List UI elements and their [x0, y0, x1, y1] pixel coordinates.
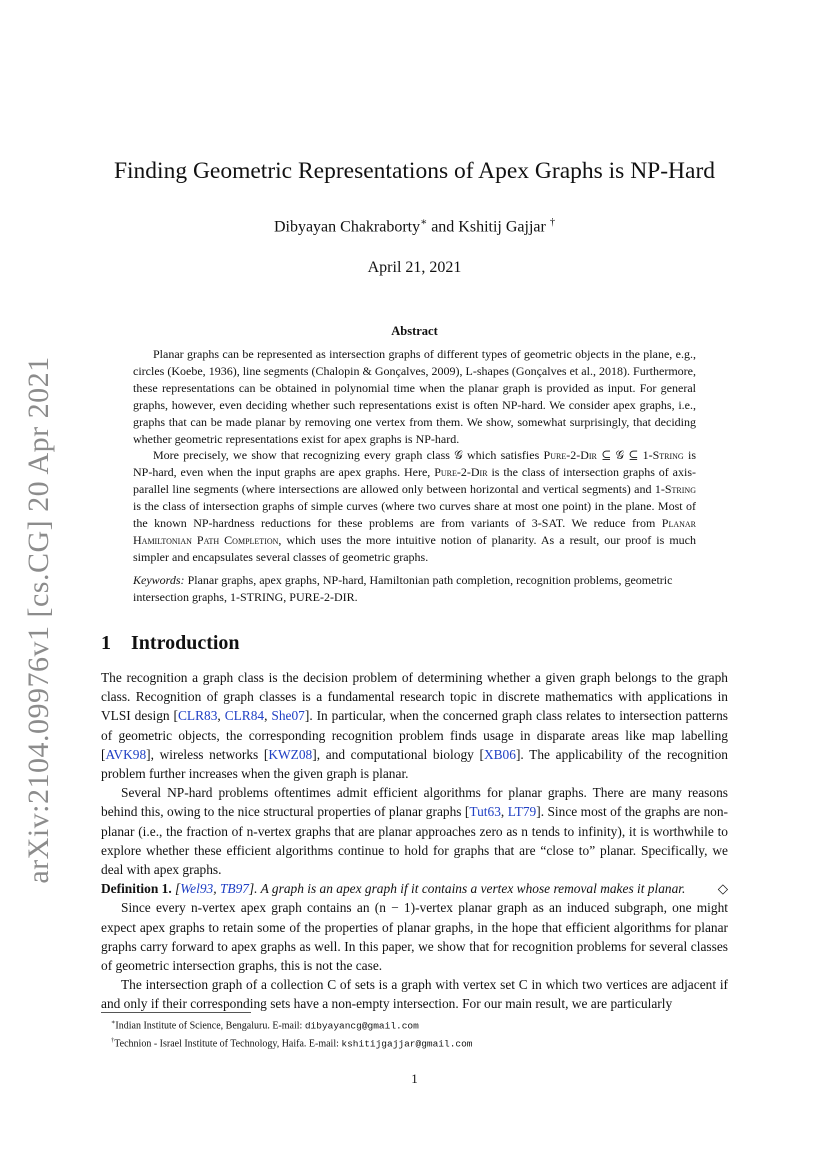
abstract-p2-smallcaps: Pure-2-Dir	[434, 465, 488, 480]
footnote-rule	[101, 1012, 251, 1013]
definition-end-icon: ◇	[717, 881, 728, 897]
footnote-1	[101, 1016, 728, 1034]
definition-1	[101, 879, 728, 898]
footnote-2	[101, 1034, 728, 1052]
footnote-1-text: Indian Institute of Science, Bengaluru. E-mail:	[115, 1020, 305, 1032]
paper-date: April 21, 2021	[367, 259, 462, 276]
abstract-p2-text: is the class of intersection graphs of simple curves (where two curves share at most one point) in the plane. Most of the known NP-hardness reductions for these problems are from variants of 3-SAT. We reduce from	[133, 499, 696, 531]
definition-text: [	[171, 881, 181, 897]
abstract-heading: Abstract	[391, 324, 438, 338]
abstract-p2-text: is NP-hard, even when the input graphs are apex graphs. Here,	[133, 448, 696, 480]
intro-paragraph-2	[101, 783, 728, 879]
citation-separator: ,	[217, 708, 225, 724]
definition-label: Definition 1.	[101, 881, 172, 897]
citation-link[interactable]: Tut63	[469, 804, 501, 820]
citation-link[interactable]: AVK98	[105, 746, 147, 762]
citation-link[interactable]: CLR83	[177, 708, 218, 724]
intro-text: ]. In particular, when the concerned graph class relates to intersection patterns of geometric objects, the corresponding recognition problem finds usage in disparate areas like map labelling [	[101, 708, 728, 762]
author-2: Kshitij Gajjar	[458, 218, 550, 236]
citation-link[interactable]: KWZ08	[268, 746, 313, 762]
page-number: 1	[411, 1071, 418, 1086]
abstract-p2-text: , which uses the more intuitive notion of planarity. As a result, our proof is much simpler and encapsulates several classes of geometric graphs.	[133, 532, 696, 564]
author-conjunction: and	[427, 218, 459, 236]
abstract-p2-text: is the class of intersection graphs of axis-parallel line segments (where intersections are allowed only between horizontal and vertical segments) and 1-	[133, 465, 697, 497]
abstract-paragraph-2	[133, 447, 696, 565]
intro-text: Several NP-hard problems oftentimes admit efficient algorithms for planar graphs. There are many reasons behind this, owing to the nice structural properties of planar graphs [	[101, 785, 728, 820]
citation-link[interactable]: CLR84	[224, 708, 265, 724]
footnotes	[101, 1016, 728, 1052]
definition-text: ]. A graph is an apex graph if it contains a vertex whose removal makes it planar.	[248, 881, 686, 897]
citation-separator: ,	[500, 804, 508, 820]
intro-text: ], and computational biology [	[312, 746, 484, 762]
intro-paragraph-4: The intersection graph of a collection C of sets is a graph with vertex set C in which two vertices are adjacent if and only if their corresponding sets have a non-empty intersection. For our main result, we are particularly	[101, 977, 728, 1012]
keywords	[133, 572, 696, 605]
intro-text: The recognition a graph class is the decision problem of determining whether a given graph belongs to the graph class. Recognition of graph classes is a fundamental research topic in discrete mathematics with applications in VLSI design [	[101, 670, 728, 724]
citation-link[interactable]: LT79	[507, 804, 537, 820]
section-number: 1	[101, 632, 111, 654]
abstract-p2-smallcaps: String	[652, 448, 684, 463]
keywords-text: Planar graphs, apex graphs, NP-hard, Hamiltonian path completion, recognition problems, geometric intersection graphs, 1-STRING, PURE-2-DIR.	[133, 573, 673, 604]
author-1: Dibyayan Chakraborty	[273, 218, 421, 236]
citation-separator: ,	[213, 881, 220, 897]
footnote-1-email[interactable]: dibyayancg@gmail.com	[304, 1020, 419, 1032]
intro-text: ], wireless networks [	[146, 746, 269, 762]
section-title: Introduction	[131, 632, 240, 654]
arxiv-stamp	[22, 356, 56, 884]
citation-link[interactable]: XB06	[483, 746, 516, 762]
intro-text: ]. Since most of the graphs are non-planar (i.e., the fraction of n-vertex graphs that are planar approaches zero as n tends to infinity), it is worthwhile to explore whether these efficient algorithms continue to hold for graphs that are “close to” planar. Specifically, we deal with apex graphs.	[101, 804, 728, 878]
arxiv-stamp-text: arXiv:2104.09976v1 [cs.CG] 20 Apr 2021	[22, 356, 55, 884]
citation-link[interactable]: She07	[271, 708, 305, 724]
intro-text: ]. The applicability of the recognition problem further increases when the given graph is planar.	[101, 746, 729, 782]
abstract-p2-smallcaps: Planar Hamiltonian Path Completion	[133, 516, 696, 547]
abstract-p2-text: More precisely, we show that recognizing every graph class 𝒢 which satisfies	[153, 448, 544, 463]
intro-body	[101, 668, 728, 1014]
footnote-2-mark: †	[111, 1036, 115, 1044]
section-heading	[101, 632, 240, 655]
abstract-p2-text: ⊆ 𝒢 ⊆ 1-	[596, 448, 653, 463]
paper-title: Finding Geometric Representations of Apex Graphs is NP-Hard	[113, 158, 716, 184]
abstract-body	[133, 346, 696, 566]
footnote-1-mark: ∗	[111, 1019, 116, 1026]
author-1-mark: ∗	[420, 217, 428, 228]
footnote-2-email[interactable]: kshitijgajjar@gmail.com	[341, 1038, 473, 1050]
abstract-paragraph-1: Planar graphs can be represented as intersection graphs of different types of geometric objects in the plane, e.g., circles (Koebe, 1936), line segments (Chalopin & Gonçalves, 2009), L-shapes (Gonçalves et al., 2018). Furthermore, these representations can be obtained in polynomial time when the planar graph is provided as input. For general graphs, however, even deciding whether such representations exist is often NP-hard. We consider apex graphs, i.e., graphs that can be made planar by removing one vertex from them. We show, somewhat surprisingly, that deciding whether geometric representations exist for apex graphs is NP-hard.	[133, 347, 696, 446]
abstract-p2-smallcaps: Pure-2-Dir	[543, 448, 597, 463]
intro-paragraph-3: Since every n-vertex apex graph contains an (n − 1)-vertex planar graph as an induced subgraph, one might expect apex graphs to retain some of the properties of planar graphs, in the hope that efficient algorithms for planar graphs carry forward to apex graphs as well. In this paper, we show that for recognition problems for several classes of geometric intersection graphs, this is not the case.	[101, 900, 728, 974]
author-2-mark: †	[549, 217, 556, 228]
intro-paragraph-1	[101, 668, 728, 783]
citation-separator: ,	[264, 708, 272, 724]
citation-link[interactable]: Wel93	[180, 881, 214, 897]
footnote-2-text: Technion - Israel Institute of Technology, Haifa. E-mail:	[114, 1038, 342, 1050]
keywords-label: Keywords:	[133, 573, 185, 587]
author-line	[101, 216, 728, 236]
citation-link[interactable]: TB97	[219, 881, 249, 897]
abstract-p2-smallcaps: String	[664, 482, 696, 497]
